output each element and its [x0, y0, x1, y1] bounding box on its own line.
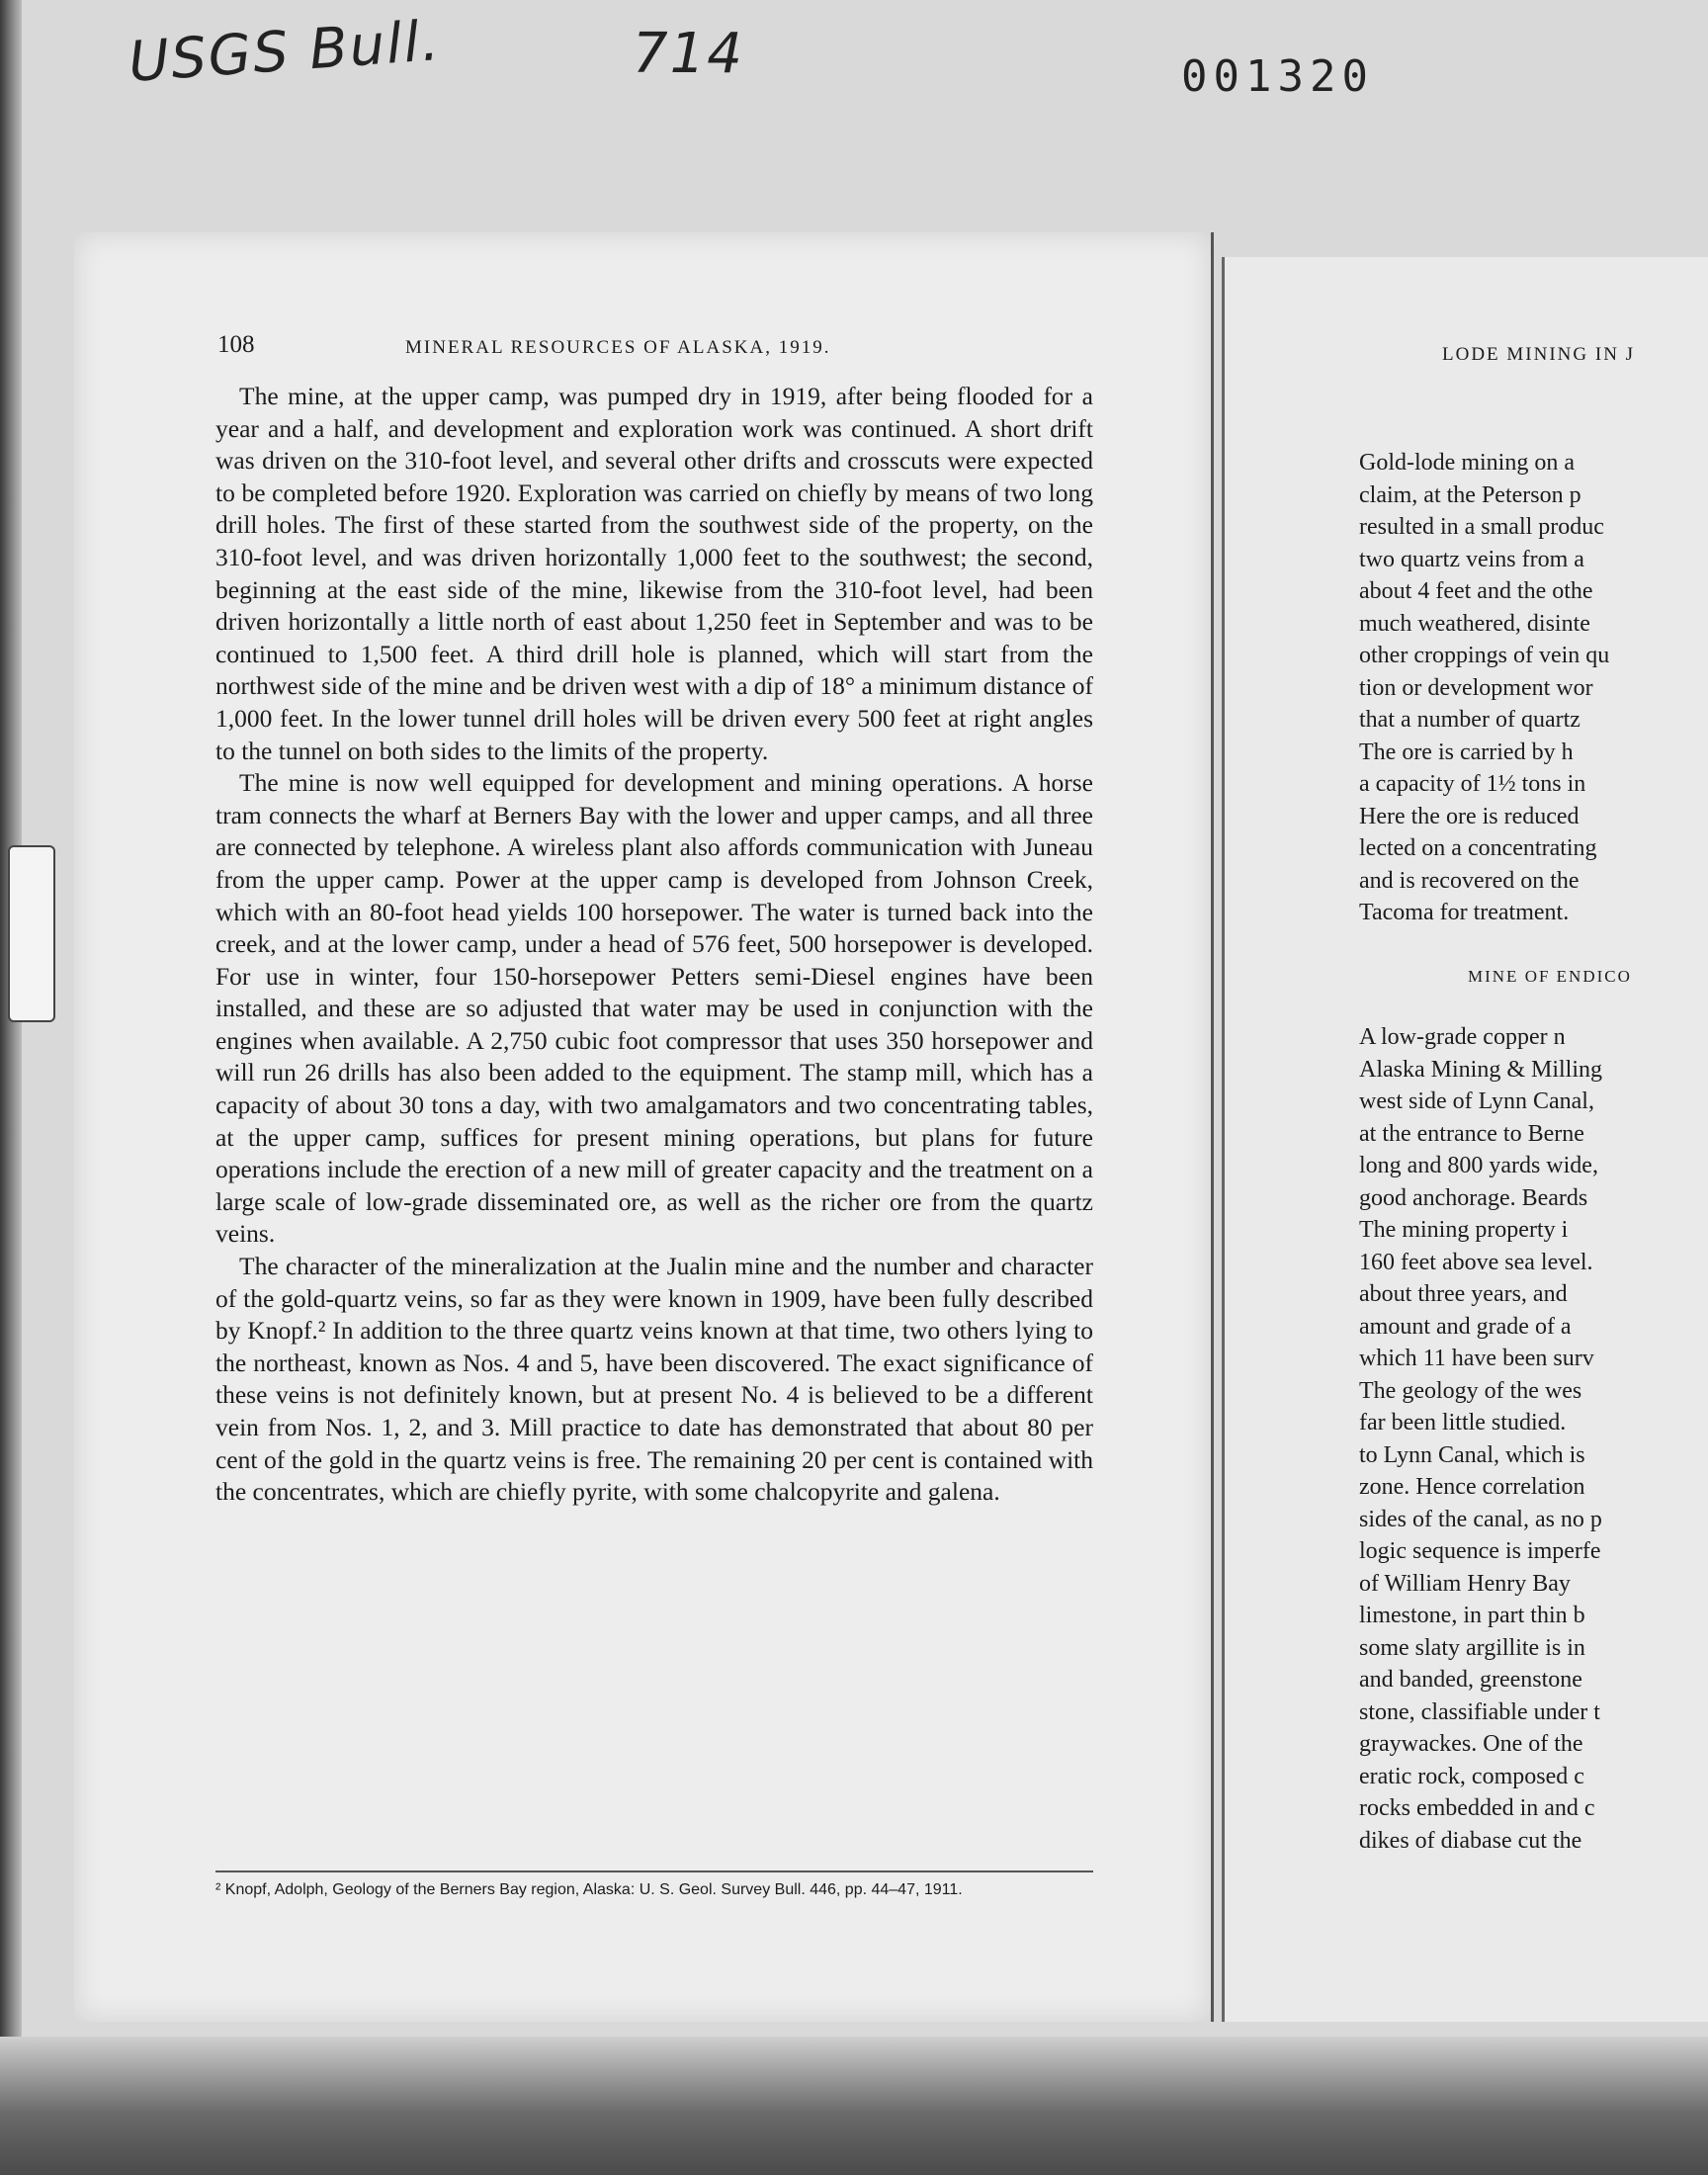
right-text-line: resulted in a small produc — [1359, 514, 1604, 540]
body-text — [215, 381, 1093, 1509]
right-text-line: about three years, and — [1359, 1281, 1568, 1307]
right-text-line: Alaska Mining & Milling — [1359, 1056, 1602, 1083]
right-text-line: limestone, in part thin b — [1359, 1603, 1585, 1628]
paragraph-3: The character of the mineralization at the Jualin mine and the number and character of the gold-quartz veins, so far as they were known in 1909, have been fully described by Knopf.² In addition to the three quartz veins known at that time, two others lying to the northeast, known as Nos. 4 and 5, have been discovered. The exact significance of these veins is not definitely known, but at present No. 4 is believed to be a different vein from Nos. 1, 2, and 3. Mill practice to date has demonstrated that about 80 per cent of the gold in the quartz veins is free. The remaining 20 per cent is contained with the concentrates, which are chiefly pyrite, with some chalcopyrite and galena. — [215, 1252, 1093, 1507]
right-text-line: logic sequence is imperfe — [1359, 1538, 1601, 1564]
running-head — [217, 331, 1122, 361]
right-text-line: eratic rock, composed c — [1359, 1763, 1584, 1789]
right-text-line: that a number of quartz — [1359, 707, 1580, 733]
right-text-line: far been little studied. — [1359, 1410, 1567, 1436]
right-text-line: which 11 have been surv — [1359, 1346, 1594, 1371]
right-text-line: Here the ore is reduced — [1359, 803, 1580, 829]
right-text-line: claim, at the Peterson p — [1359, 481, 1581, 508]
right-text-line: and is recovered on the — [1359, 867, 1580, 894]
paragraph-1: The mine, at the upper camp, was pumped dry in 1919, after being flooded for a year and a half, and development and exploration work was continued. A short drift was driven on the 310-foot level, and several other drifts and crosscuts were expected to be completed before 1920. Exploration was carried on chiefly by means of two long drill holes. The first of these started from the southwest side of the property, on the 310-foot level, and was driven horizontally 1,000 feet to the southwest; the second, beginning at the east side of the mine, likewise from the 310-foot level, had been driven horizontally a little north of east about 1,250 feet in September and was to be continued to 1,500 feet. A third drill hole is planned, which will start from the northwest side of the mine and be driven west with a dip of 18° a minimum distance of 1,000 feet. In the lower tunnel drill holes will be driven every 500 feet at right angles to the tunnel on both sides to the limits of the property. — [215, 382, 1093, 765]
right-text-line: long and 800 yards wide, — [1359, 1153, 1598, 1178]
right-text-line: stone, classifiable under t — [1359, 1698, 1600, 1725]
right-text-block-1 — [1359, 447, 1708, 929]
right-text-line: at the entrance to Berne — [1359, 1120, 1584, 1147]
paragraph-2: The mine is now well equipped for development and mining operations. A horse tram connects the wharf at Berners Bay with the lower and upper camps, and all three are connected by telephone. A wireless plant also affords communication with Juneau from the upper camp. Power at the upper camp is developed from Johnson Creek, which with an 80-foot head yields 100 horsepower. The water is turned back into the creek, and at the lower camp, under a head of 576 feet, 500 horsepower is developed. For use in winter, four 150-horsepower Petters semi-Diesel engines have been installed, and these are so adjusted that water may be used in conjunction with the engines when available. A 2,750 cubic foot compressor that uses 350 horsepower and will run 26 drills has also been added to the equipment. The stamp mill, which has a capacity of about 30 tons a day, with two amalgamators and two concentrating tables, at the upper camp, suffices for present mining operations, but plans for future operations include the erection of a new mill of greater capacity and the treatment on a large scale of low-grade disseminated ore, as well as the richer ore from the quartz veins. — [215, 768, 1093, 1249]
right-text-line: rocks embedded in and c — [1359, 1795, 1595, 1821]
right-text-line: a capacity of 1½ tons in — [1359, 771, 1586, 797]
footnote-divider — [215, 1870, 1093, 1872]
right-text-line: lected on a concentrating — [1359, 835, 1597, 861]
right-text-line: tion or development wor — [1359, 674, 1593, 701]
scan-shadow-bottom — [0, 2037, 1708, 2175]
scan-shadow-left — [0, 0, 22, 2175]
right-text-line: A low-grade copper n — [1359, 1024, 1566, 1050]
right-subheading: MINE OF ENDICO — [1468, 967, 1632, 986]
handwritten-number: 714 — [633, 22, 744, 86]
right-text-line: zone. Hence correlation — [1359, 1474, 1585, 1500]
right-text-line: west side of Lynn Canal, — [1359, 1088, 1594, 1114]
right-text-line: The ore is carried by h — [1359, 739, 1574, 765]
left-page — [74, 232, 1214, 2022]
right-text-line: other croppings of vein qu — [1359, 643, 1610, 668]
right-text-line: graywackes. One of the — [1359, 1731, 1583, 1757]
right-text-line: two quartz veins from a — [1359, 546, 1584, 572]
paper-tab — [8, 845, 55, 1022]
page-number: 108 — [217, 331, 255, 358]
right-text-line: some slaty argillite is in — [1359, 1634, 1585, 1661]
right-page — [1222, 257, 1708, 2022]
right-text-line: dikes of diabase cut the — [1359, 1827, 1582, 1854]
right-text-line: and banded, greenstone — [1359, 1667, 1582, 1693]
running-head-title: MINERAL RESOURCES OF ALASKA, 1919. — [405, 337, 831, 358]
right-text-block-2 — [1359, 1021, 1708, 1857]
right-text-line: Gold-lode mining on a — [1359, 450, 1575, 476]
right-text-line: good anchorage. Beards — [1359, 1184, 1588, 1211]
right-text-line: Tacoma for treatment. — [1359, 900, 1570, 925]
right-text-line: to Lynn Canal, which is — [1359, 1441, 1585, 1468]
right-running-head: LODE MINING IN J — [1442, 344, 1636, 365]
right-text-line: about 4 feet and the othe — [1359, 578, 1593, 604]
right-text-line: sides of the canal, as no p — [1359, 1506, 1602, 1532]
right-text-line: The mining property i — [1359, 1217, 1569, 1243]
right-text-line: 160 feet above sea level. — [1359, 1249, 1593, 1275]
right-text-line: much weathered, disinte — [1359, 610, 1590, 637]
right-text-line: amount and grade of a — [1359, 1313, 1572, 1340]
handwritten-reference: USGS Bull. — [127, 9, 443, 95]
footnote: ² Knopf, Adolph, Geology of the Berners Bay region, Alaska: U. S. Geol. Survey Bull. 446, pp. 44–47, 1911. — [215, 1881, 963, 1898]
stamp-number: 001320 — [1181, 51, 1374, 102]
right-text-line: The geology of the wes — [1359, 1377, 1582, 1404]
right-text-line: of William Henry Bay — [1359, 1570, 1571, 1597]
